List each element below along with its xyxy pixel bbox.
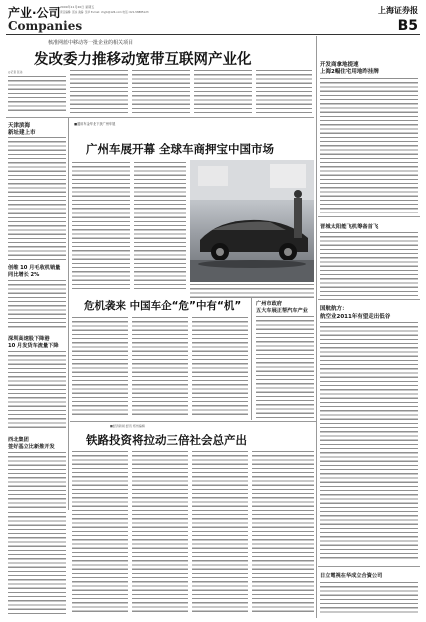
left-story1-body xyxy=(8,137,66,260)
auto-side-divider xyxy=(251,298,252,420)
rail-top-rule xyxy=(70,421,316,422)
auto-side-body xyxy=(256,316,314,418)
left-story3-title: 深圳高速股下降港 xyxy=(8,336,50,342)
right-story4-body xyxy=(320,582,418,615)
right-story2-body xyxy=(320,232,418,296)
lead-body-col3 xyxy=(132,70,190,114)
auto-body-col6 xyxy=(192,317,248,417)
auto-body-col4 xyxy=(72,317,128,417)
auto-body-col2 xyxy=(134,162,186,290)
auto-side-title: 广州市政府 xyxy=(256,301,282,307)
right-story1-title: 开发商拿地提速 xyxy=(320,62,359,68)
right-story4-title: 日立電視在华成立合資公司 xyxy=(320,573,383,579)
lead-headline: 发改委力推移动宽带互联网产业化 xyxy=(34,52,252,68)
auto-headline: 广州车展开幕 全球车商押宝中国市场 xyxy=(86,142,275,156)
page-number: B5 xyxy=(397,18,418,34)
masthead-rule xyxy=(6,34,420,35)
left-story4-body xyxy=(8,452,66,508)
left-story1-title: 天津滨海 xyxy=(8,123,31,129)
right-story3-title: 国航航方： xyxy=(320,306,348,312)
left-bottom-body xyxy=(8,512,66,615)
section-title: 产业·公司 xyxy=(8,6,61,20)
right-story1-sub: 上海2幅住宅用地昨挂牌 xyxy=(320,69,379,75)
auto-kicker: ■通用车金华北下获广州车展 xyxy=(74,122,116,126)
right-rule-1 xyxy=(318,216,420,217)
right-story3-sub: 航空业2011年有望走出低谷 xyxy=(320,314,391,320)
lead-body-col1 xyxy=(8,76,66,114)
date-line: 2009年11月20日 星期五 xyxy=(60,5,95,9)
left-story2-sub: 同比增长 2% xyxy=(8,272,40,278)
rail-body-col4 xyxy=(252,451,314,615)
right-story3-body xyxy=(320,322,418,560)
auto-body-col3 xyxy=(190,284,314,298)
left-story4-title: 西北集团 xyxy=(8,437,29,443)
lead-body-col5 xyxy=(256,70,312,114)
left-story2-body xyxy=(8,280,66,330)
rail-body-col3 xyxy=(192,451,248,615)
rail-kicker: ■经济新闻 经讯 郑州编辑 xyxy=(110,424,145,428)
left-story4-sub: 签好基立比新推开发 xyxy=(8,444,55,450)
left-story2-title: 创维 10 月毛收机销量 xyxy=(8,265,61,271)
right-story2-title: 晋城太阳能飞机筹备首飞 xyxy=(320,224,379,230)
lead-body-col2 xyxy=(70,70,128,114)
auto-body-col5 xyxy=(132,317,188,417)
left-story1-sub: 新址建上市 xyxy=(8,130,36,136)
right-rule-2 xyxy=(318,299,420,300)
rail-body-col1 xyxy=(72,451,128,615)
left-story3-body xyxy=(8,351,66,431)
left-story3-sub: 10 月发货车流量下降 xyxy=(8,343,59,349)
lead-kicker: 核准网蓝中移动等一批企业的相关项目 xyxy=(48,40,134,46)
paper-name: 上海证券报 xyxy=(378,5,418,15)
auto-sub-headline: 危机袭来 中国车企“危”中有“机” xyxy=(84,300,242,312)
lead-body-col4 xyxy=(194,70,252,114)
section-english: Companies xyxy=(8,19,83,33)
editor-line: 责任编辑: 张冰 美编: 吴华 E-mail: chyjb@126.com 电话: 021-58885123 xyxy=(60,11,149,14)
lead-bottom-rule xyxy=(6,117,314,118)
lead-byline: ◎记者 张冰 xyxy=(8,70,23,74)
rail-body-col2 xyxy=(132,451,188,615)
right-story1-body xyxy=(320,78,418,213)
right-column-divider xyxy=(316,36,317,618)
auto-body-col1 xyxy=(72,162,130,290)
rail-headline: 铁路投资将拉动三倍社会总产出 xyxy=(86,433,247,447)
right-rule-3 xyxy=(318,566,420,567)
auto-show-photo xyxy=(190,160,314,282)
left-column-divider xyxy=(68,118,69,510)
auto-side-sub: 五大车展正帮汽车产业 xyxy=(256,308,308,314)
